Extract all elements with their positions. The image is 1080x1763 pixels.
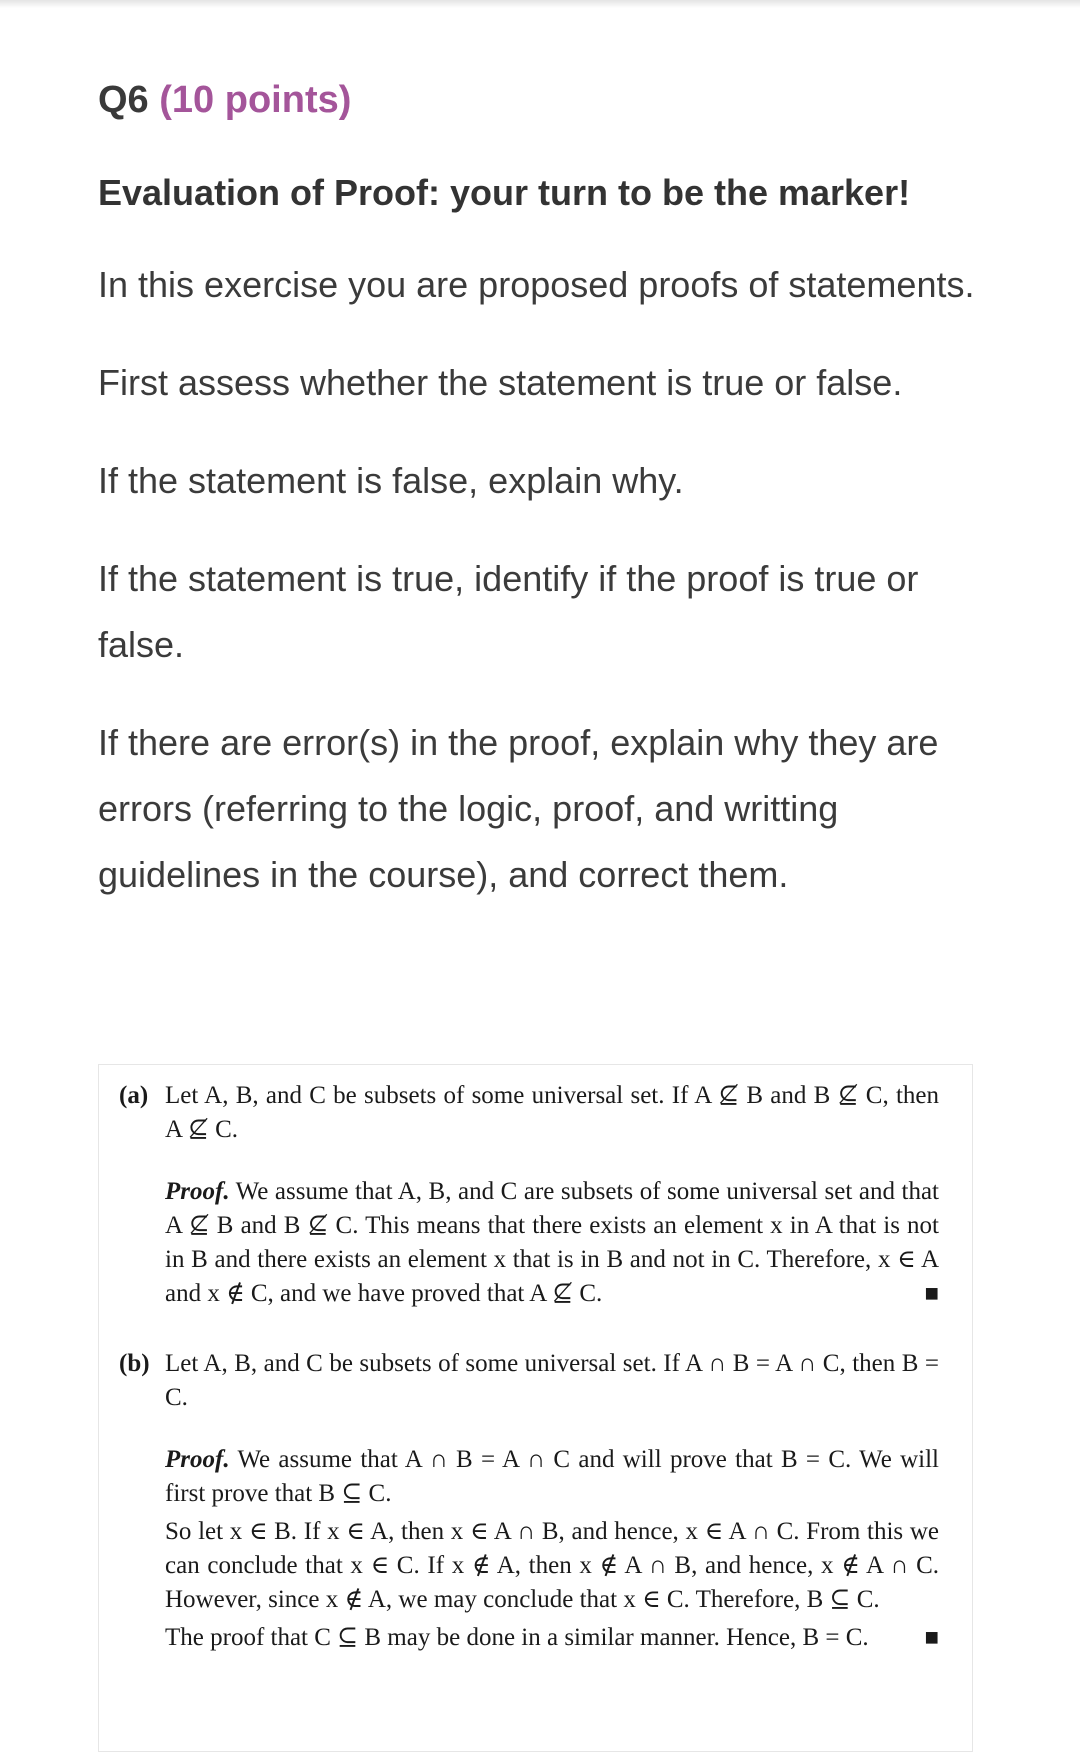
problem-b-proof (165, 1443, 939, 1655)
instruction-2: First assess whether the statement is true or false. (98, 362, 903, 403)
problem-a-proof-text: We assume that A, B, and C are subsets of some universal set and that A ⊈ B and B ⊈ C. This means that there exists an element x in A that is not in B and there exists an element x that is in B and not in C. Therefore, x ∈ A and x ∉ C, and we have proved that A ⊈ C. (165, 1178, 939, 1307)
instruction-4: If the statement is true, identify if the proof is true or false. (98, 558, 919, 665)
problem-b-statement: Let A, B, and C be subsets of some universal set. If A ∩ B = A ∩ C, then B = C. (165, 1350, 939, 1411)
qed-icon: ■ (924, 1281, 939, 1307)
question-subtitle: Evaluation of Proof: your turn to be the marker! (98, 172, 911, 213)
problem-b (119, 1347, 939, 1655)
problem-a-proof (165, 1175, 939, 1311)
question-title (98, 70, 978, 130)
question-number: Q6 (98, 79, 149, 121)
problem-a-label: (a) (119, 1082, 149, 1109)
problem-a-statement: Let A, B, and C be subsets of some universal set. If A ⊈ B and B ⊈ C, then A ⊈ C. (165, 1082, 939, 1143)
instruction-5: If there are error(s) in the proof, explain why they are errors (referring to the logic, proof, and writting guidelines in the course), and correct them. (98, 722, 939, 895)
problem-b-proof-text-3: The proof that C ⊆ B may be done in a similar manner. Hence, B = C. (165, 1624, 869, 1651)
problem-b-label: (b) (119, 1350, 150, 1377)
problem-b-proof-label: Proof. (165, 1446, 230, 1473)
question-content (98, 70, 978, 908)
instruction-3: If the statement is false, explain why. (98, 460, 684, 501)
problems-image-box (98, 1064, 973, 1752)
problem-a (119, 1079, 939, 1311)
qed-icon: ■ (924, 1625, 939, 1651)
problem-b-proof-text-1: We assume that A ∩ B = A ∩ C and will prove that B = C. We will first prove that B ⊆ C. (165, 1446, 939, 1507)
problem-b-proof-text-2: So let x ∈ B. If x ∈ A, then x ∈ A ∩ B, and hence, x ∈ A ∩ C. From this we can conclude that x ∈ C. If x ∉ A, then x ∉ A ∩ B, and hence, x ∉ A ∩ C. However, since x ∉ A, we may conclude that x ∈ C. Therefore, B ⊆ C. (165, 1518, 939, 1613)
instruction-1: In this exercise you are proposed proofs of statements. (98, 264, 975, 305)
question-points: (10 points) (159, 79, 352, 121)
problem-a-proof-label: Proof. (165, 1178, 230, 1205)
top-bar-shadow (0, 0, 1080, 8)
